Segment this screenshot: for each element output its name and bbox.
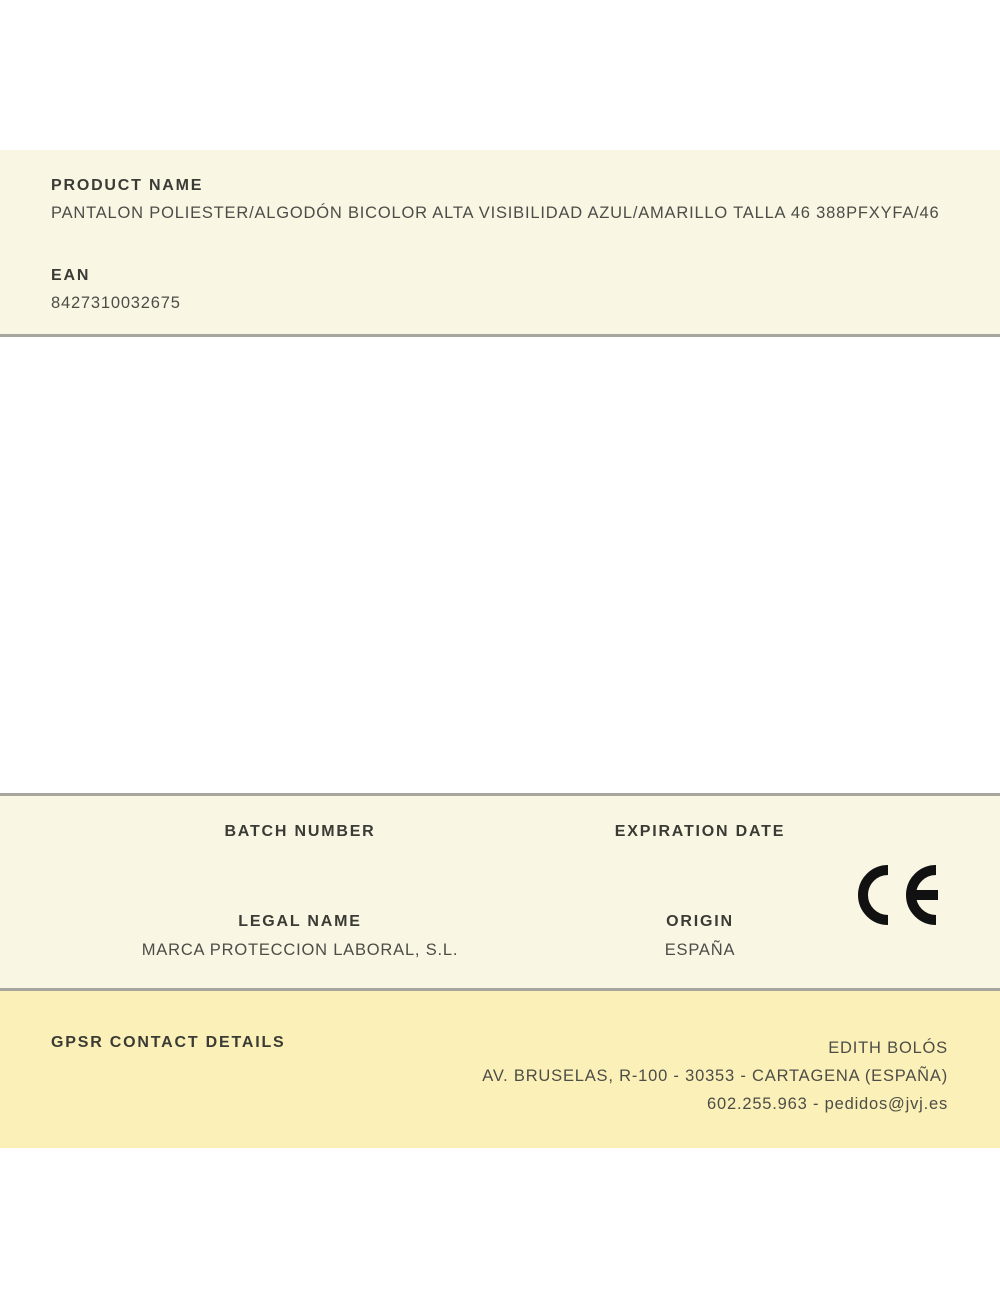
- origin-label: ORIGIN: [666, 913, 734, 930]
- ean-value: 8427310032675: [51, 294, 181, 312]
- origin-value: ESPAÑA: [664, 941, 736, 959]
- gpsr-contact-section: [0, 991, 1000, 1148]
- gpsr-contact-address: AV. BRUSELAS, R-100 - 30353 - CARTAGENA (ESPAÑA): [482, 1067, 948, 1085]
- batch-details-section: [0, 793, 1000, 991]
- expiration-date-label: EXPIRATION DATE: [614, 823, 786, 840]
- gpsr-contact-phone-email: 602.255.963 - pedidos@jvj.es: [707, 1095, 948, 1113]
- ce-mark-icon: [858, 863, 942, 927]
- product-info-section: [0, 150, 1000, 337]
- gpsr-contact-block: [482, 1034, 948, 1118]
- gpsr-contact-name: EDITH BOLÓS: [828, 1039, 948, 1057]
- gpsr-contact-details-label: GPSR CONTACT DETAILS: [51, 1034, 286, 1051]
- product-name-value: PANTALON POLIESTER/ALGODÓN BICOLOR ALTA VISIBILIDAD AZUL/AMARILLO TALLA 46 388PFXYFA/46: [51, 204, 940, 222]
- legal-name-value: MARCA PROTECCION LABORAL, S.L.: [141, 941, 459, 959]
- product-name-label: PRODUCT NAME: [51, 177, 204, 194]
- legal-name-label: LEGAL NAME: [238, 913, 362, 930]
- ean-label: EAN: [51, 267, 91, 284]
- batch-number-label: BATCH NUMBER: [224, 823, 376, 840]
